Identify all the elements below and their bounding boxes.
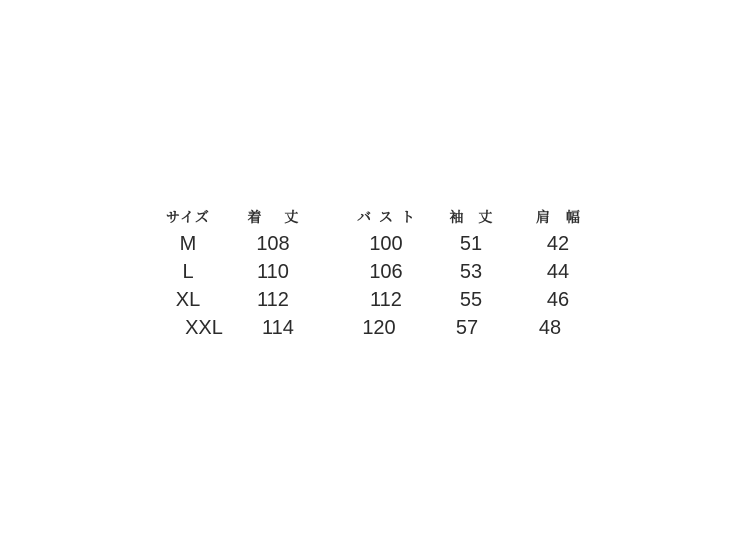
cell-bust: 112	[370, 288, 402, 311]
column-header-size: サイズ	[166, 209, 210, 225]
cell-size-label: XL	[175, 288, 201, 311]
cell-body-length: 112	[257, 288, 289, 311]
cell-size-label: L	[182, 260, 194, 283]
column-header-shoulder-width: 肩 幅	[536, 209, 580, 225]
cell-sleeve-length: 57	[455, 316, 479, 339]
cell-bust: 106	[369, 260, 403, 283]
table-row-xl	[160, 286, 616, 314]
cell-shoulder-width: 48	[538, 316, 562, 339]
cell-body-length: 110	[257, 260, 289, 283]
cell-body-length: 114	[262, 316, 294, 339]
table-row-l	[160, 258, 616, 286]
cell-sleeve-length: 55	[459, 288, 483, 311]
cell-size-label: XXL	[185, 316, 223, 339]
column-header-body-length: 着 丈	[247, 209, 299, 225]
header-row	[160, 204, 616, 230]
table-row-m	[160, 230, 616, 258]
table-row-xxl	[160, 314, 616, 342]
cell-shoulder-width: 46	[546, 288, 570, 311]
cell-sleeve-length: 53	[459, 260, 483, 283]
cell-bust: 100	[369, 232, 403, 255]
cell-sleeve-length: 51	[459, 232, 483, 255]
cell-shoulder-width: 44	[546, 260, 570, 283]
column-header-bust: バ ス ト	[357, 209, 415, 225]
size-chart-table	[160, 204, 616, 342]
cell-bust: 120	[362, 316, 396, 339]
cell-shoulder-width: 42	[546, 232, 570, 255]
column-header-sleeve-length: 袖 丈	[449, 209, 493, 225]
cell-size-label: M	[179, 232, 197, 255]
cell-body-length: 108	[256, 232, 290, 255]
